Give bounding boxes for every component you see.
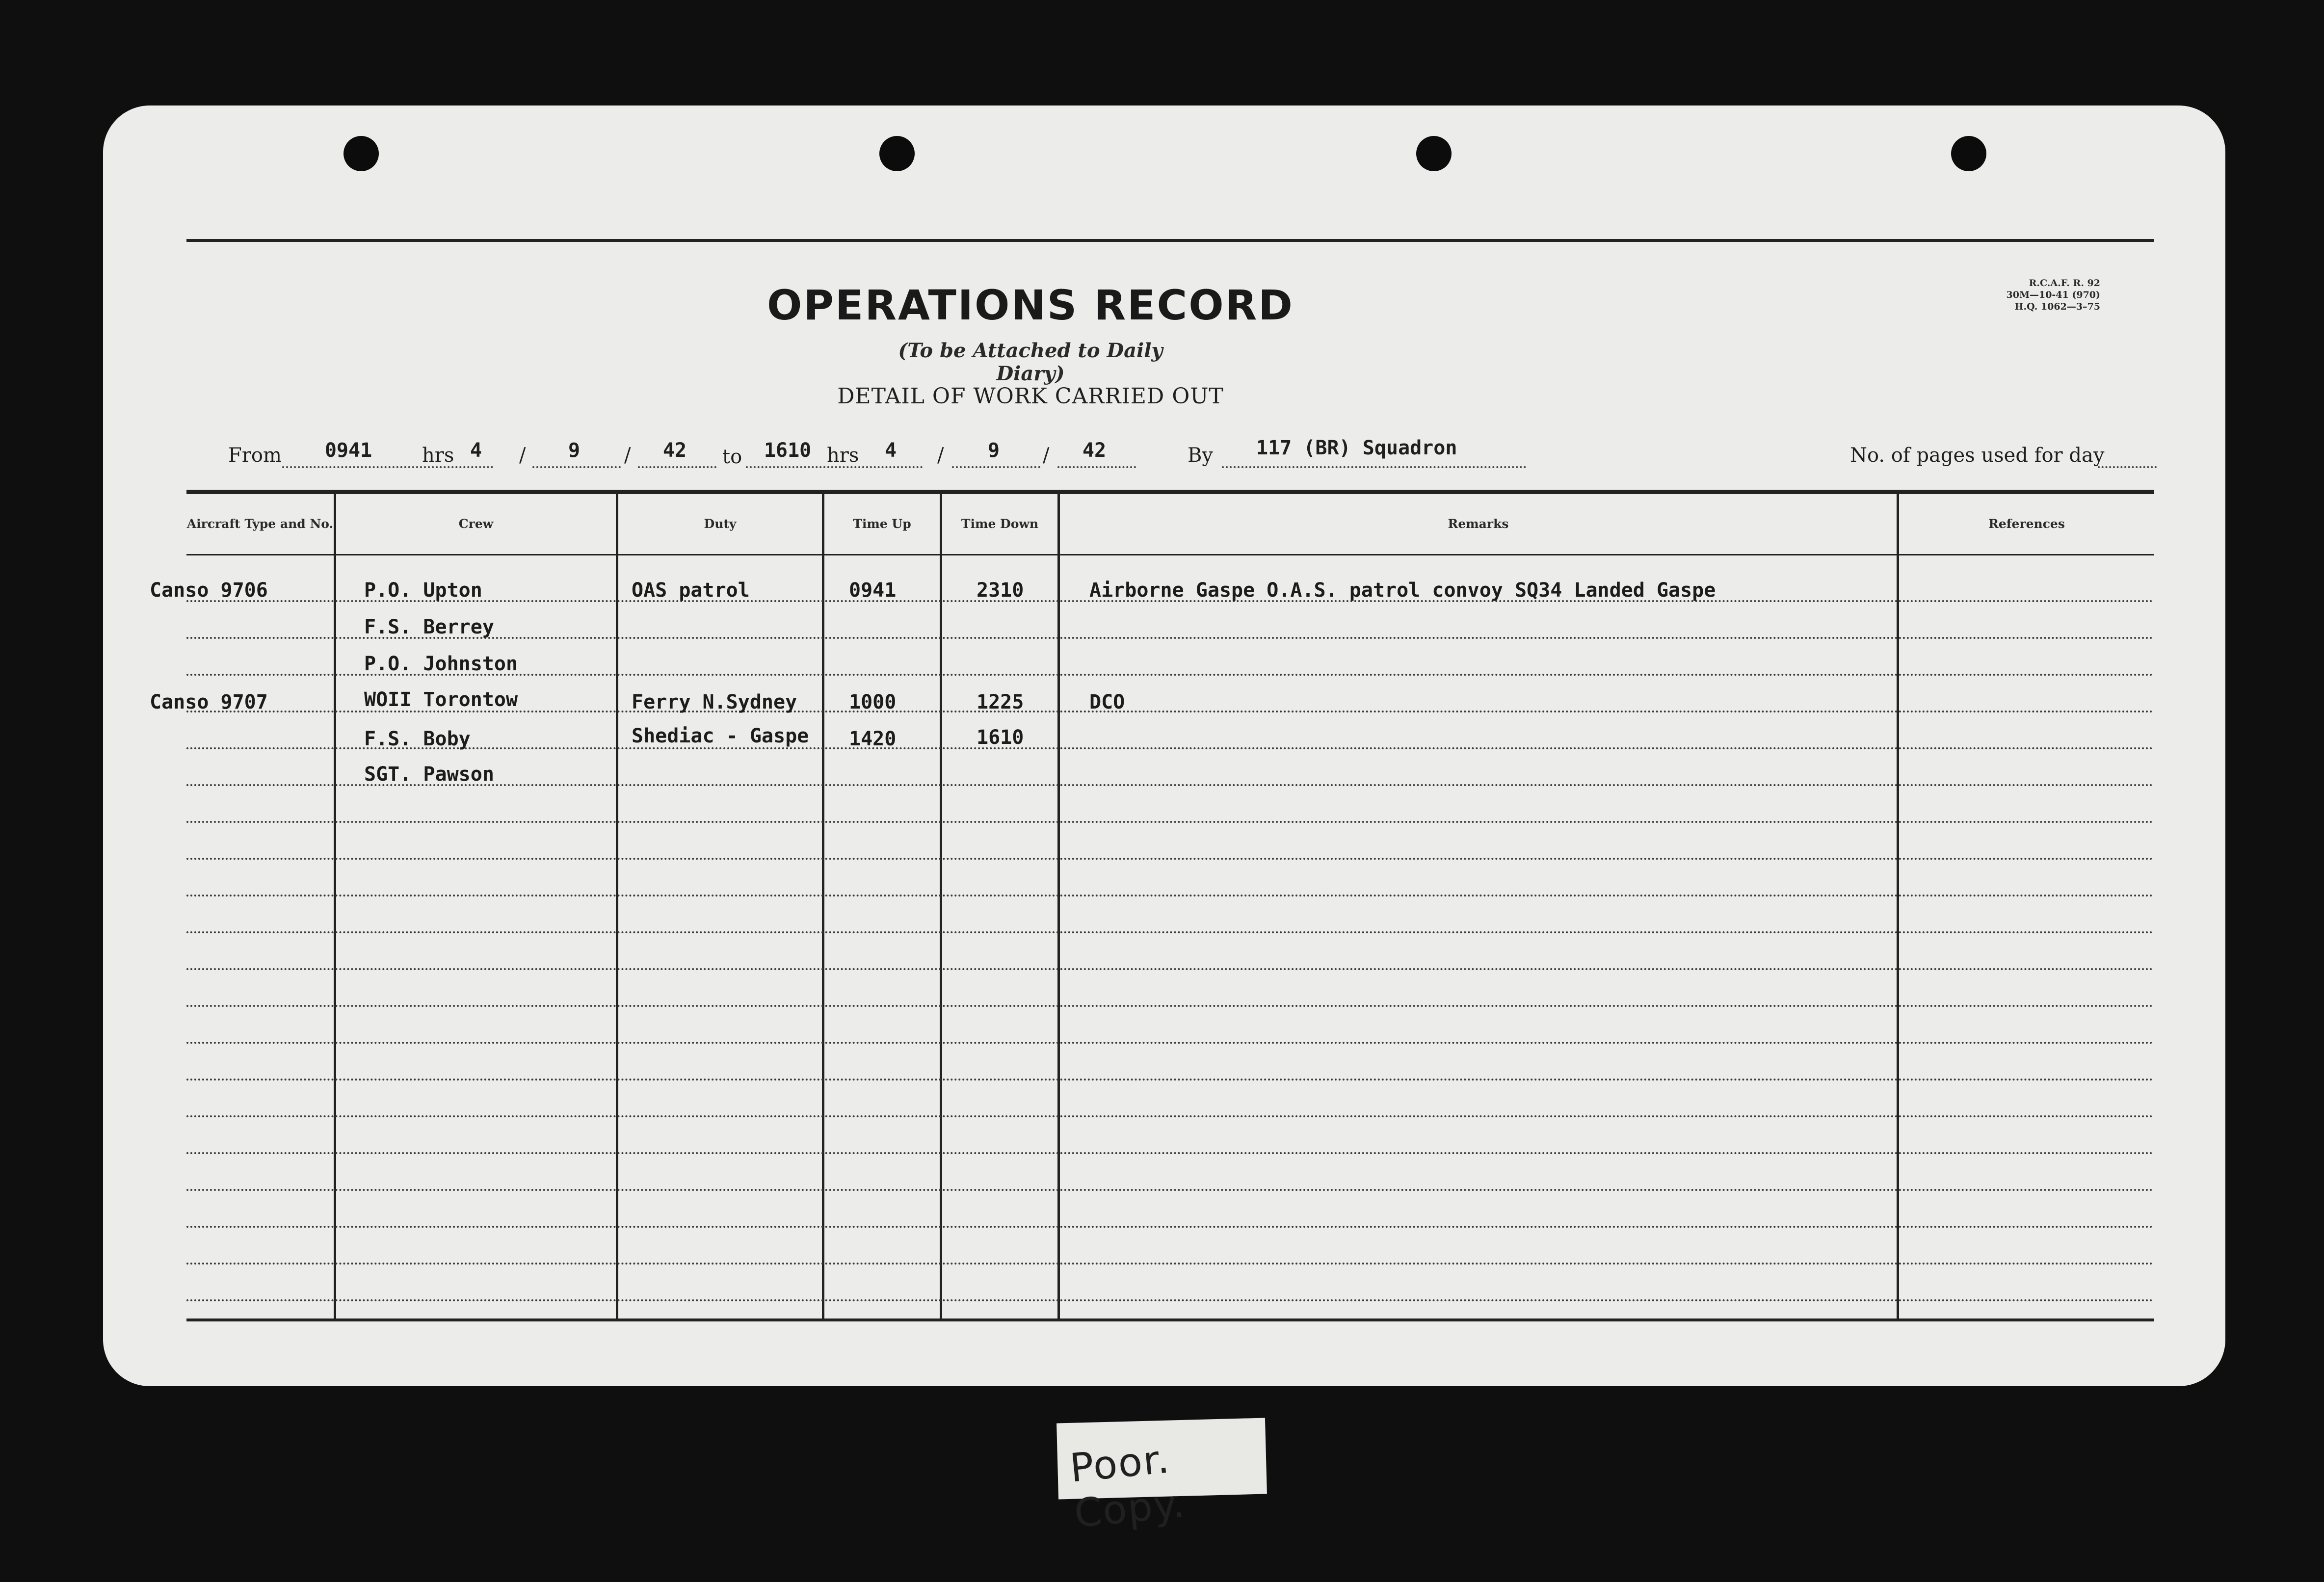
to-year: 42 [1082, 439, 1107, 462]
punch-hole [879, 136, 915, 171]
col-crew: Crew [458, 517, 494, 531]
duty-cell: Shediac - Gaspe [632, 725, 809, 747]
header-rule [186, 554, 2154, 555]
crew-cell: SGT. Pawson [364, 763, 494, 786]
remarks-cell: DCO [1089, 691, 1125, 713]
from-month: 9 [568, 439, 581, 462]
punch-hole [1951, 136, 1986, 171]
remarks-cell: Airborne Gaspe O.A.S. patrol convoy SQ34 Landed Gaspe [1089, 579, 1716, 602]
time-up-cell: 1000 [849, 691, 897, 713]
stamp-text: Poor. Copy. [1068, 1436, 1188, 1537]
col-time-up: Time Up [853, 517, 911, 531]
punch-hole [343, 136, 379, 171]
time-down-cell: 1225 [977, 691, 1024, 713]
page-title: OPERATIONS RECORD [766, 281, 1294, 329]
squadron: 117 (BR) Squadron [1256, 437, 1457, 459]
to-label: to [722, 446, 742, 468]
pages-label: No. of pages used for day [1850, 444, 2105, 467]
hrs-label: hrs [422, 444, 454, 467]
time-up-cell: 1420 [849, 728, 897, 750]
time-down-cell: 2310 [977, 579, 1024, 602]
from-year: 42 [662, 439, 687, 462]
hrs-label-2: hrs [827, 444, 859, 467]
table-top-rule [186, 490, 2154, 494]
aircraft-cell: Canso 9706 [150, 579, 268, 602]
poor-copy-stamp [1056, 1418, 1267, 1537]
crew-cell: P.O. Upton [364, 579, 482, 602]
to-time: 1610 [764, 439, 812, 462]
from-label: From [228, 444, 282, 467]
col-duty: Duty [704, 517, 737, 531]
col-references: References [1988, 517, 2065, 531]
crew-cell: F.S. Berrey [364, 616, 494, 638]
crew-cell: F.S. Boby [364, 728, 471, 750]
col-aircraft: Aircraft Type and No. [186, 517, 334, 531]
from-time: 0941 [324, 439, 372, 462]
col-remarks: Remarks [1448, 517, 1509, 531]
top-rule [186, 239, 2154, 242]
by-label: By [1188, 444, 1213, 467]
time-up-cell: 0941 [849, 579, 897, 602]
duty-cell: OAS patrol [632, 579, 750, 602]
section-title: DETAIL OF WORK CARRIED OUT [837, 384, 1224, 409]
crew-cell: WOII Torontow [364, 688, 518, 711]
aircraft-cell: Canso 9707 [150, 691, 268, 713]
to-day: 4 [884, 439, 897, 462]
time-down-cell: 1610 [977, 726, 1024, 749]
page-subtitle: (To be Attached to Daily Diary) [898, 339, 1163, 385]
from-day: 4 [470, 439, 482, 462]
record-card: OPERATIONS RECORD (To be Attached to Daily Diary) DETAIL OF WORK CARRIED OUT R.C.A.F. R. 92 30M—10-41 (970) H.Q. 1062—3–75 From 0941 hrs 4 / 9 / 42 to 1610 hrs 4 / 9 / 42 By 117 (BR) Squadron No. of pages used for day Aircraft Type and No. Crew Duty Time Up Time Down Remarks References Canso 9706 P.O. Upton OAS patrol 0941 2310 Airborne Gaspe O.A.S. patrol convoy SQ34 Landed Gaspe F.S. Berrey P.O. Johnston Canso 9707 WOII Torontow Ferry N.Sydney 1000 1225 DCO F.S. Boby Shediac - Gaspe 1420 1610 SGT. Pawson [103, 105, 2225, 1386]
table-bottom-rule [186, 1318, 2154, 1321]
form-reference: R.C.A.F. R. 92 30M—10-41 (970) H.Q. 1062—3–75 [2006, 278, 2100, 312]
duty-cell: Ferry N.Sydney [632, 691, 797, 713]
col-time-down: Time Down [961, 517, 1039, 531]
crew-cell: P.O. Johnston [364, 653, 518, 675]
to-month: 9 [987, 439, 1000, 462]
punch-hole [1416, 136, 1452, 171]
